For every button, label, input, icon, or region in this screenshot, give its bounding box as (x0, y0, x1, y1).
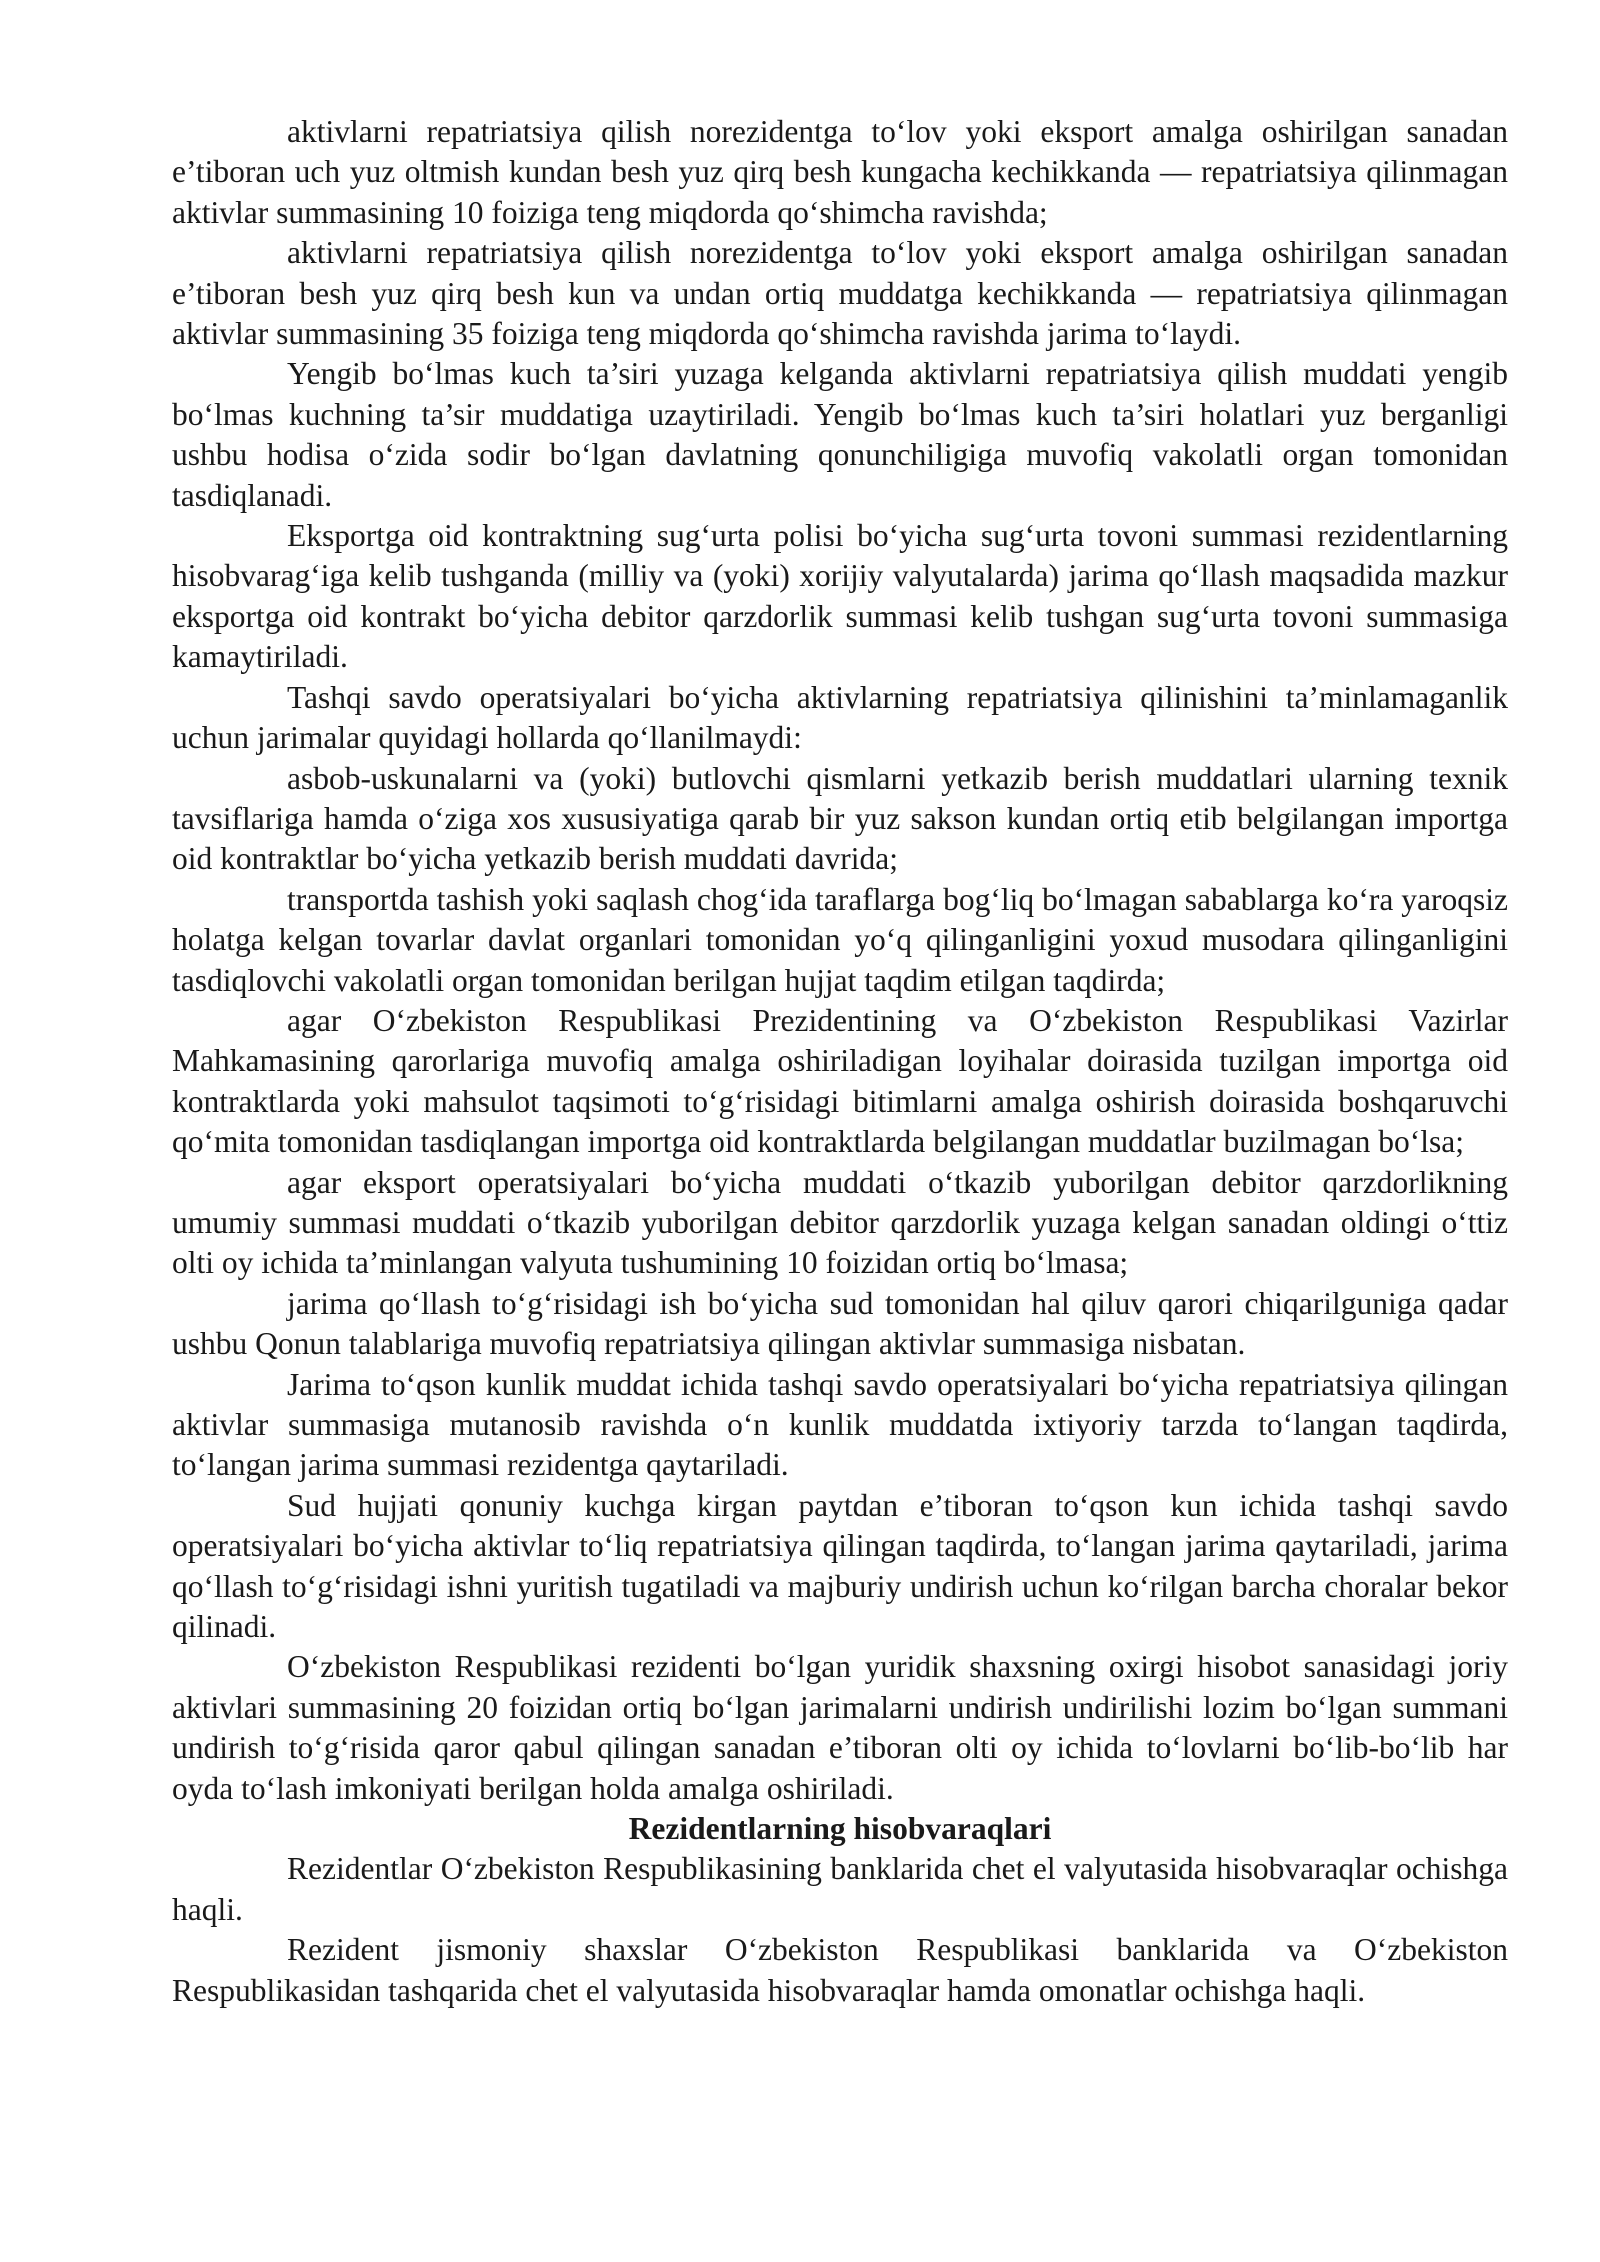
paragraph: Yengib bo‘lmas kuch ta’siri yuzaga kelganda aktivlarni repatriatsiya qilish muddati yengib bo‘lmas kuchning ta’sir muddatiga uzaytiriladi. Yengib bo‘lmas kuch ta’siri holatlari yuz berganligi ushbu hodisa o‘zida sodir bo‘lgan davlatning qonunchiligiga muvofiq vakolatli organ tomonidan tasdiqlanadi. (172, 356, 1508, 513)
paragraph: aktivlarni repatriatsiya qilish norezidentga to‘lov yoki eksport amalga oshirilgan sanadan e’tiboran uch yuz oltmish kundan besh yuz qirq besh kungacha kechikkanda — repatriatsiya qilinmagan aktivlar summasining 10 foiziga teng miqdorda qo‘shimcha ravishda; (172, 114, 1508, 230)
list-item: transportda tashish yoki saqlash chog‘ida taraflarga bog‘liq bo‘lmagan sabablarga ko‘ra yaroqsiz holatga kelgan tovarlar davlat organlari tomonidan yo‘q qilinganligini yoxud musodara qilinganligini tasdiqlovchi vakolatli organ tomonidan berilgan hujjat taqdim etilgan taqdirda; (172, 881, 1508, 998)
paragraph: Rezidentlar O‘zbekiston Respublikasining banklarida chet el valyutasida hisobvaraqlar ochishga haqli. (172, 1851, 1508, 1927)
paragraph: Tashqi savdo operatsiyalari bo‘yicha aktivlarning repatriatsiya qilinishini ta’minlamaganlik uchun jarimalar quyidagi hollarda qo‘llanilmaydi: (172, 679, 1508, 756)
paragraph: Eksportga oid kontraktning sug‘urta polisi bo‘yicha sug‘urta tovoni summasi rezidentlarning hisobvarag‘iga kelib tushganda (milliy va (yoki) xorijiy valyutalarda) jarima qo‘llash maqsadida mazkur eksportga oid kontrakt bo‘yicha debitor qarzdorlik summasi kelib tushgan sug‘urta tovoni summasiga kamaytiriladi. (172, 518, 1508, 675)
paragraph: aktivlarni repatriatsiya qilish norezidentga to‘lov yoki eksport amalga oshirilgan sanadan e’tiboran besh yuz qirq besh kun va undan ortiq muddatga kechikkanda — repatriatsiya qilinmagan aktivlar summasining 35 foiziga teng miqdorda qo‘shimcha ravishda jarima to‘laydi. (172, 235, 1508, 352)
list-item: jarima qo‘llash to‘g‘risidagi ish bo‘yicha sud tomonidan hal qiluv qarori chiqarilguniga qadar ushbu Qonun talablariga muvofiq repatriatsiya qilingan aktivlar summasiga nisbatan. (172, 1285, 1508, 1362)
document-page (172, 112, 1508, 2011)
paragraph: Rezident jismoniy shaxslar O‘zbekiston Respublikasi banklarida va O‘zbekiston Respublikasidan tashqarida chet el valyutasida hisobvaraqlar hamda omonatlar ochishga haqli. (172, 1932, 1508, 2008)
section-heading: Rezidentlarning hisobvaraqlari (628, 1811, 1052, 1847)
list-item: agar eksport operatsiyalari bo‘yicha muddati o‘tkazib yuborilgan debitor qarzdorlikning umumiy summasi muddati o‘tkazib yuborilgan debitor qarzdorlik yuzaga kelgan sanadan oldingi o‘ttiz olti oy ichida ta’minlangan valyuta tushumining 10 foizidan ortiq bo‘lmasa; (172, 1164, 1508, 1281)
list-item: agar O‘zbekiston Respublikasi Prezidentining va O‘zbekiston Respublikasi Vazirlar Mahkamasining qarorlariga muvofiq amalga oshiriladigan loyihalar doirasida tuzilgan importga oid kontraktlarda yoki mahsulot taqsimoti to‘g‘risidagi bitimlarni amalga oshirish doirasida boshqaruvchi qo‘mita tomonidan tasdiqlangan importga oid kontraktlarda belgilangan muddatlar buzilmagan bo‘lsa; (172, 1002, 1508, 1160)
list-item: asbob-uskunalarni va (yoki) butlovchi qismlarni yetkazib berish muddatlari ularning texnik tavsiflariga hamda o‘ziga xos xususiyatiga qarab bir yuz sakson kundan ortiq etib belgilangan importga oid kontraktlar bo‘yicha yetkazib berish muddati davrida; (172, 760, 1508, 877)
paragraph: O‘zbekiston Respublikasi rezidenti bo‘lgan yuridik shaxsning oxirgi hisobot sanasidagi joriy aktivlari summasining 20 foizidan ortiq bo‘lgan jarimalarni undirish undirilishi lozim bo‘lgan summani undirish to‘g‘risida qaror qabul qilingan sanadan e’tiboran olti oy ichida to‘lovlarni bo‘lib-bo‘lib har oyda to‘lash imkoniyati berilgan holda amalga oshiriladi. (172, 1649, 1508, 1806)
paragraph: Jarima to‘qson kunlik muddat ichida tashqi savdo operatsiyalari bo‘yicha repatriatsiya qilingan aktivlar summasiga mutanosib ravishda o‘n kunlik muddatda ixtiyoriy tarzda to‘langan taqdirda, to‘langan jarima summasi rezidentga qaytariladi. (172, 1366, 1508, 1483)
paragraph: Sud hujjati qonuniy kuchga kirgan paytdan e’tiboran to‘qson kun ichida tashqi savdo operatsiyalari bo‘yicha aktivlar to‘liq repatriatsiya qilingan taqdirda, to‘langan jarima qaytariladi, jarima qo‘llash to‘g‘risidagi ishni yuritish tugatiladi va majburiy undirish uchun ko‘rilgan barcha choralar bekor qilinadi. (172, 1487, 1508, 1645)
